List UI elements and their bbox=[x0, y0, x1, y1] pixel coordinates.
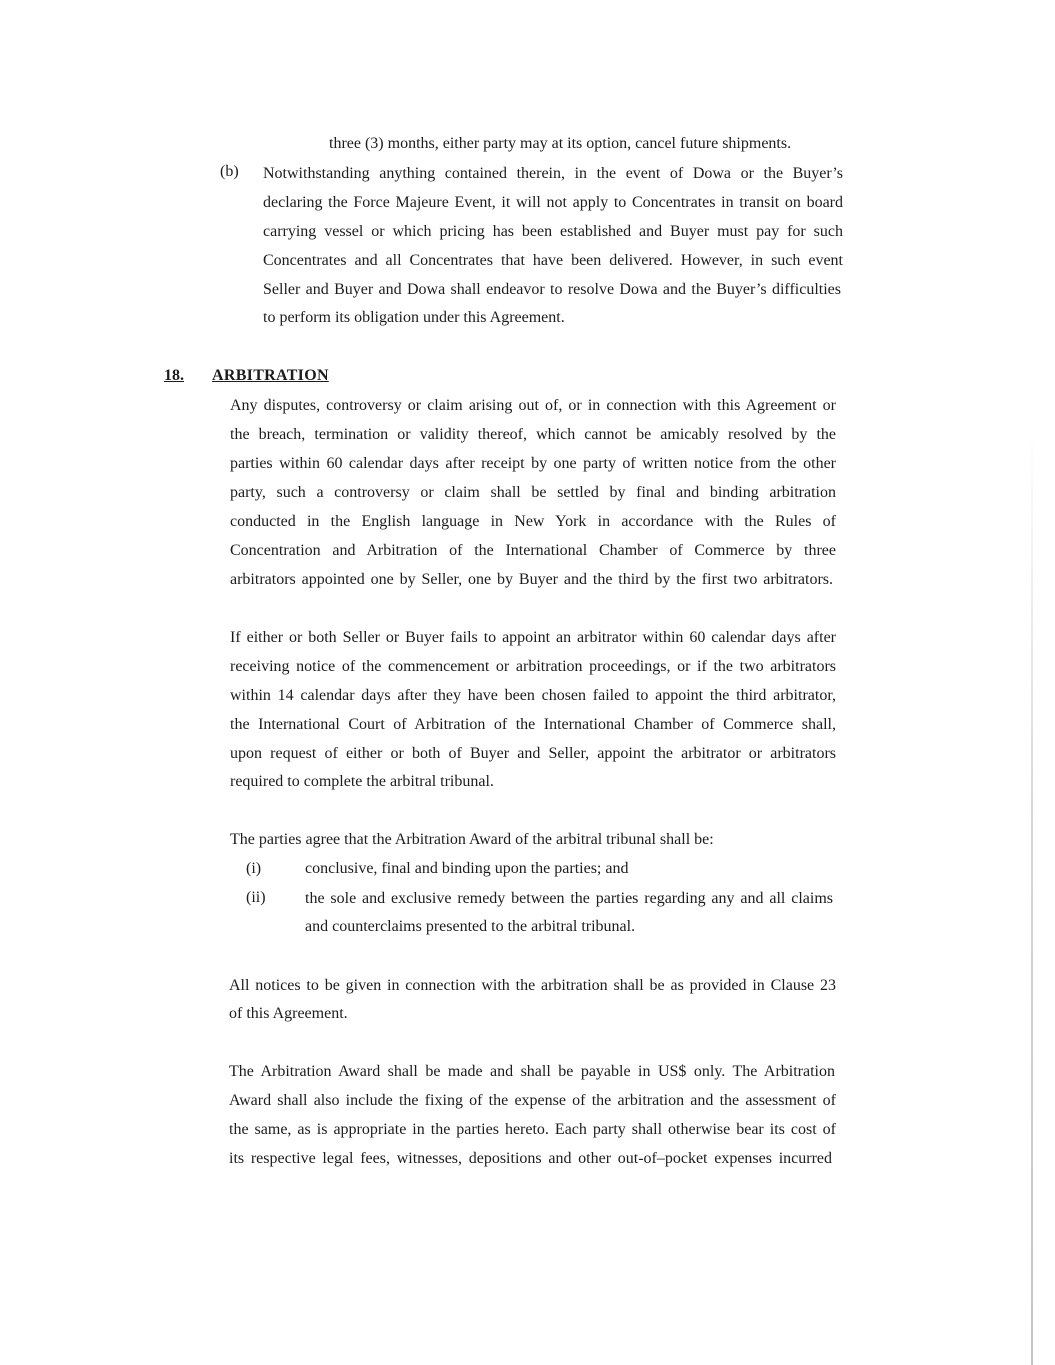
item-b-line: to perform its obligation under this Agreement. bbox=[263, 309, 565, 326]
paragraph1-line: party, such a controversy or claim shall be settled by final and binding arbitration bbox=[230, 484, 836, 501]
award-item-line: the sole and exclusive remedy between the parties regarding any and all claims bbox=[305, 890, 833, 907]
paragraph1-line: Concentration and Arbitration of the International Chamber of Commerce by three bbox=[230, 542, 836, 559]
section-number: 18. bbox=[164, 367, 184, 384]
award-item-marker: (ii) bbox=[246, 889, 266, 906]
carryover-line: three (3) months, either party may at its option, cancel future shipments. bbox=[329, 135, 792, 152]
paragraph1-line: conducted in the English language in New York in accordance with the Rules of bbox=[230, 513, 836, 530]
item-b-line: declaring the Force Majeure Event, it will not apply to Concentrates in transit on board bbox=[263, 194, 843, 211]
paragraph2-line: receiving notice of the commencement or arbitration proceedings, or if the two arbitrators bbox=[230, 658, 836, 675]
item-b-line: carrying vessel or which pricing has been established and Buyer must pay for such bbox=[263, 223, 843, 240]
paragraph2-line: If either or both Seller or Buyer fails to appoint an arbitrator within 60 calendar days after bbox=[230, 629, 836, 646]
item-b-marker: (b) bbox=[220, 163, 239, 180]
paragraph1-line: parties within 60 calendar days after receipt by one party of written notice from the other bbox=[230, 455, 836, 472]
paragraph1-line: the breach, termination or validity thereof, which cannot be amicably resolved by the bbox=[230, 426, 836, 443]
paragraph5-line: the same, as is appropriate in the parties hereto. Each party shall otherwise bear its cost of bbox=[229, 1121, 836, 1138]
paragraph1-line: Any disputes, controversy or claim arising out of, or in connection with this Agreement or bbox=[230, 397, 836, 414]
paragraph4-line: All notices to be given in connection with the arbitration shall be as provided in Clause 23 bbox=[229, 977, 836, 994]
paragraph2-line: the International Court of Arbitration of the International Chamber of Commerce shall, bbox=[230, 716, 836, 733]
item-b-line: Notwithstanding anything contained therein, in the event of Dowa or the Buyer’s bbox=[263, 165, 843, 182]
paragraph2-line: within 14 calendar days after they have been chosen failed to appoint the third arbitrator, bbox=[230, 687, 836, 704]
paragraph3-intro: The parties agree that the Arbitration Award of the arbitral tribunal shall be: bbox=[230, 831, 714, 848]
award-item-marker: (i) bbox=[246, 860, 262, 877]
paragraph2-line: upon request of either or both of Buyer and Seller, appoint the arbitrator or arbitrators bbox=[230, 745, 836, 762]
scan-edge-shadow bbox=[1031, 430, 1033, 1365]
paragraph1-line: arbitrators appointed one by Seller, one by Buyer and the third by the first two arbitrators. bbox=[230, 571, 833, 588]
section-title: ARBITRATION bbox=[212, 367, 329, 384]
item-b-line: Seller and Buyer and Dowa shall endeavor to resolve Dowa and the Buyer’s difficulties bbox=[263, 281, 841, 298]
paragraph5-line: The Arbitration Award shall be made and shall be payable in US$ only. The Arbitration bbox=[229, 1063, 835, 1080]
award-item-line: and counterclaims presented to the arbitral tribunal. bbox=[305, 918, 636, 935]
paragraph5-line: Award shall also include the fixing of the expense of the arbitration and the assessment of bbox=[229, 1092, 836, 1109]
award-item-line: conclusive, final and binding upon the parties; and bbox=[305, 860, 629, 877]
paragraph2-line: required to complete the arbitral tribunal. bbox=[230, 773, 494, 790]
paragraph4-line: of this Agreement. bbox=[229, 1005, 348, 1022]
item-b-line: Concentrates and all Concentrates that have been delivered. However, in such event bbox=[263, 252, 843, 269]
paragraph5-line: its respective legal fees, witnesses, depositions and other out-of–pocket expenses incurred bbox=[229, 1150, 832, 1167]
